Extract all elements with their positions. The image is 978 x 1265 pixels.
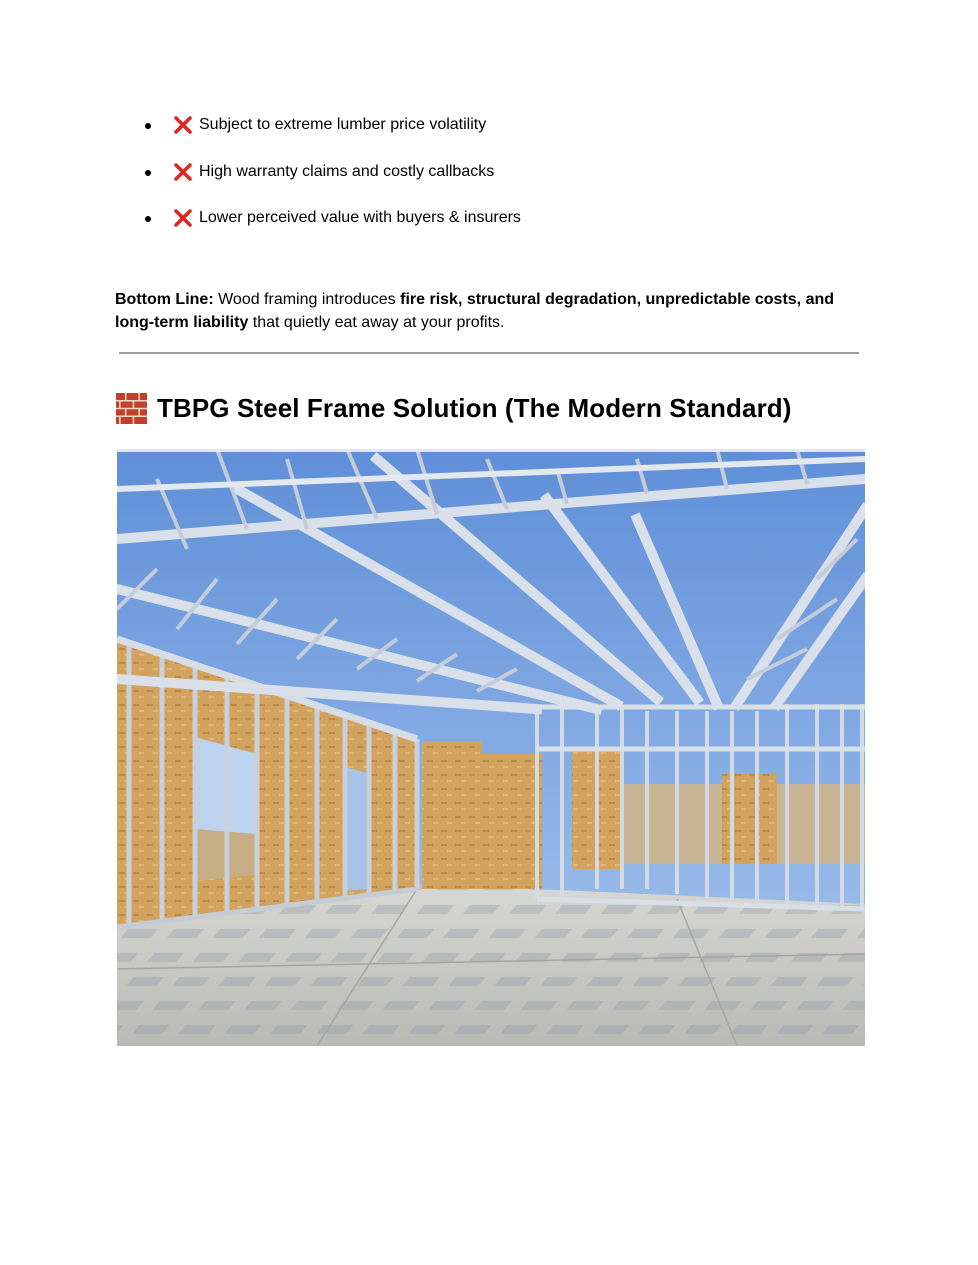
list-item-text: Subject to extreme lumber price volatility — [199, 116, 487, 133]
cross-mark-icon — [173, 161, 193, 183]
section-heading — [116, 390, 792, 426]
bullet-dot — [145, 216, 151, 222]
bottom-line-emphasis: fire risk, structural degradation, unpredictable costs, and long-term liability — [115, 291, 835, 331]
bullet-dot — [145, 123, 151, 129]
list-item-text: Lower perceived value with buyers & insurers — [199, 209, 521, 226]
bottom-line-label: Bottom Line: — [115, 291, 214, 308]
bullet-dot — [145, 170, 151, 176]
horizontal-divider — [119, 352, 859, 354]
bottom-line-text-end: that quietly eat away at your profits. — [248, 314, 505, 331]
cross-mark-icon — [173, 207, 193, 229]
list-item-text: High warranty claims and costly callbacks — [199, 162, 495, 180]
brick-icon — [116, 393, 147, 424]
bottom-line-paragraph — [115, 288, 835, 334]
section-title: TBPG Steel Frame Solution (The Modern Standard) — [157, 392, 792, 423]
bottom-line-text: Wood framing introduces — [213, 291, 401, 308]
steel-frame-construction-photo — [117, 449, 865, 1046]
cross-mark-icon — [173, 114, 193, 136]
